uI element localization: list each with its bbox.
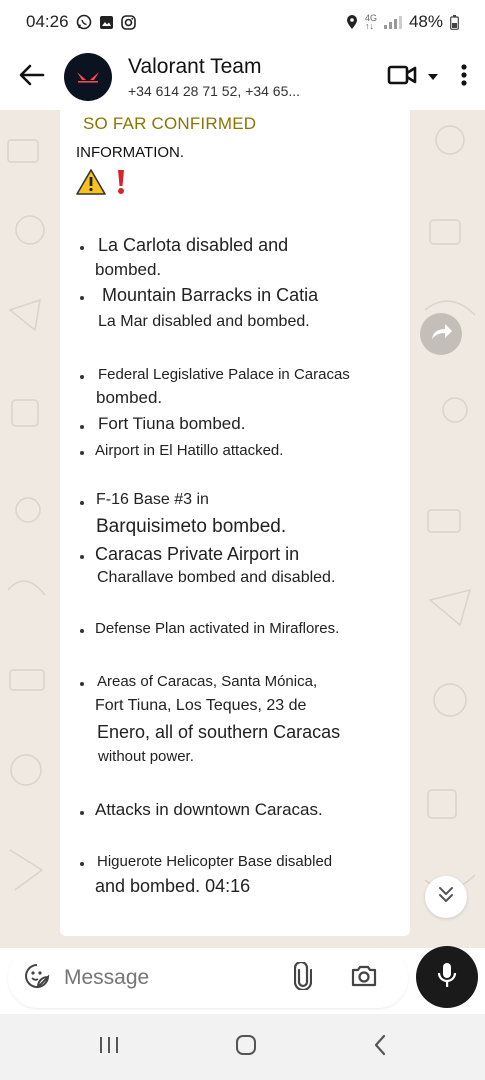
bullet [80,296,84,300]
message-line: La Carlota disabled and [98,235,289,255]
message-line: F-16 Base #3 in [96,491,209,508]
group-avatar[interactable] [64,53,112,101]
message-line: Fort Tiuna bombed. [98,414,246,433]
exclamation-icon [116,169,126,200]
forward-icon[interactable] [428,322,454,347]
bullet [80,501,84,505]
back-button[interactable] [0,64,64,91]
status-bar [0,0,485,44]
chat-area[interactable] [0,110,485,948]
home-icon[interactable] [234,1033,258,1062]
forward-button[interactable] [420,313,462,355]
battery-percent: 48% [408,12,443,31]
valorant-logo-icon [73,70,103,84]
message-line: Caracas Private Airport in [95,544,300,564]
dropdown-icon[interactable] [427,68,439,86]
battery-icon [450,15,459,30]
back-arrow-icon[interactable] [19,64,45,91]
message-line: and bombed. 04:16 [95,876,251,896]
message-heading: SO FAR CONFIRMED [83,114,257,133]
message-bubble[interactable] [60,110,410,936]
chat-participants: +34 614 28 71 52, +34 65... [128,83,301,99]
bullet [80,811,84,815]
bullet [80,682,84,686]
message-line: bombed. [95,260,162,279]
system-nav-bar [0,1014,485,1080]
voice-message-button[interactable] [416,946,478,1008]
network-4g-icon: 4G ↑↓ [364,13,377,31]
signal-icon [384,15,402,29]
message-line: Higuerote Helicopter Base disabled [97,853,333,870]
video-call-button[interactable] [387,64,439,91]
video-call-icon[interactable] [387,64,417,91]
sticker-icon[interactable] [24,963,50,994]
chat-title: Valorant Team [128,55,262,78]
instagram-status-icon [121,15,136,30]
whatsapp-status-icon [76,14,92,30]
bullet [80,375,84,379]
chat-info[interactable] [128,55,333,99]
message-line: La Mar disabled and bombed. [98,313,310,330]
message-line: Fort Tiuna, Los Teques, 23 de [95,697,307,714]
message-line: without power. [98,748,194,765]
mic-icon[interactable] [437,961,457,994]
message-line: Defense Plan activated in Miraflores. [95,620,340,637]
chat-header [0,44,485,110]
gallery-status-icon [99,15,114,30]
message-line: bombed. [96,388,163,407]
bullet [80,629,84,633]
message-line: Mountain Barracks in Catia [102,285,319,305]
bullet [80,246,84,250]
bullet [80,862,84,866]
message-composer [8,948,408,1008]
message-line: Airport in El Hatillo attacked. [95,442,284,459]
scroll-down-button[interactable] [425,876,467,918]
message-line: Barquisimeto bombed. [96,516,287,537]
message-line: Areas of Caracas, Santa Mónica, [97,673,318,690]
message-line: Federal Legislative Palace in Caracas [98,366,350,383]
location-icon [346,15,358,30]
more-options-icon[interactable] [461,63,467,92]
message-input[interactable] [62,965,276,991]
back-nav-icon[interactable] [372,1033,388,1062]
message-line: Enero, all of southern Caracas [97,722,341,742]
camera-icon[interactable] [350,964,378,993]
scroll-down-icon[interactable] [438,886,454,909]
message-line: Attacks in downtown Caracas. [95,800,323,819]
recents-icon[interactable] [97,1034,121,1061]
message-subheading: INFORMATION. [76,144,185,161]
bullet [80,425,84,429]
status-time: 04:26 [26,12,69,31]
attach-icon[interactable] [294,962,312,995]
message-line: Charallave bombed and disabled. [97,569,336,586]
bullet [80,451,84,455]
bullet [80,555,84,559]
warning-icon [76,169,106,200]
